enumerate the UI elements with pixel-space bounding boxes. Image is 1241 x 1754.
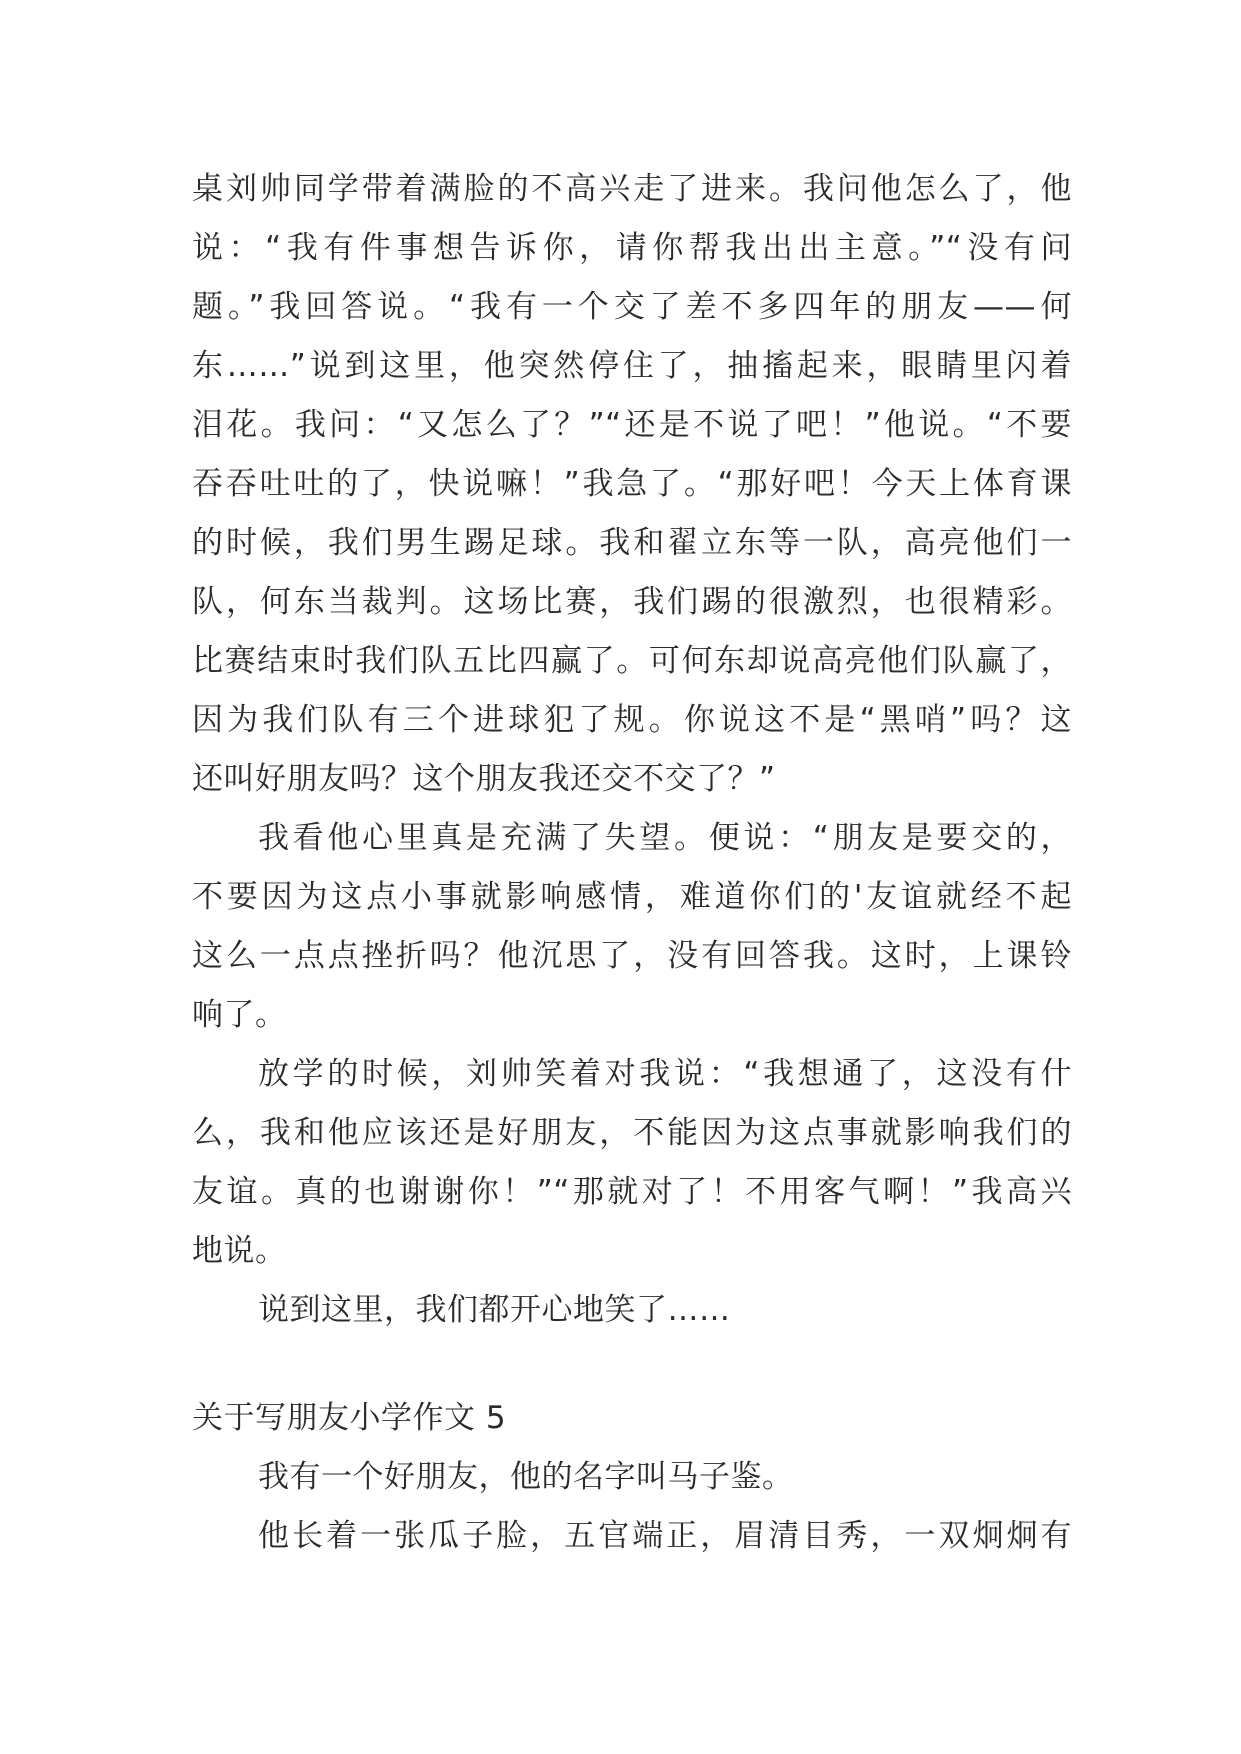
paragraph-start-line: 他长着一张瓜子脸，五官端正，眉清目秀，一双炯炯有 <box>258 1518 1072 1554</box>
text-line: 的时候，我们男生踢足球。我和翟立东等一队，高亮他们一 <box>192 525 1072 561</box>
text-line: 不要因为这点小事就影响感情，难道你们的'友谊就经不起 <box>192 879 1072 915</box>
paragraph-start-line: 放学的时候，刘帅笑着对我说：“我想通了，这没有什 <box>258 1056 1072 1092</box>
text-line: 这么一点点挫折吗？他沉思了，没有回答我。这时，上课铃 <box>192 938 1072 974</box>
text-line: 地说。 <box>192 1233 287 1269</box>
paragraph-start-line: 我看他心里真是充满了失望。便说：“朋友是要交的， <box>258 820 1072 856</box>
text-line: 吞吞吐吐的了，快说嘛！”我急了。“那好吧！今天上体育课 <box>192 466 1072 502</box>
text-line: 友谊。真的也谢谢你！”“那就对了！不用客气啊！”我高兴 <box>192 1174 1072 1210</box>
text-line: 响了。 <box>192 997 287 1033</box>
text-line: 题。”我回答说。“我有一个交了差不多四年的朋友——何 <box>192 289 1072 325</box>
section-title: 关于写朋友小学作文 5 <box>192 1400 507 1436</box>
text-line: 泪花。我问：“又怎么了？”“还是不说了吧！”他说。“不要 <box>192 407 1072 443</box>
text-line: 桌刘帅同学带着满脸的不高兴走了进来。我问他怎么了，他 <box>192 171 1072 207</box>
text-line: 因为我们队有三个进球犯了规。你说这不是“黑哨”吗？这 <box>192 702 1072 738</box>
text-line: 东……”说到这里，他突然停住了，抽搐起来，眼睛里闪着 <box>192 348 1072 384</box>
text-line: 还叫好朋友吗？这个朋友我还交不交了？” <box>192 761 776 797</box>
text-line: 比赛结束时我们队五比四赢了。可何东却说高亮他们队赢了， <box>192 643 1072 679</box>
paragraph-start-line: 我有一个好朋友，他的名字叫马子鉴。 <box>258 1459 794 1495</box>
text-line: 说：“我有件事想告诉你，请你帮我出出主意。”“没有问 <box>192 230 1072 266</box>
paragraph-start-line: 说到这里，我们都开心地笑了…… <box>258 1292 731 1328</box>
text-line: 队，何东当裁判。这场比赛，我们踢的很激烈，也很精彩。 <box>192 584 1072 620</box>
text-line: 么，我和他应该还是好朋友，不能因为这点事就影响我们的 <box>192 1115 1072 1151</box>
